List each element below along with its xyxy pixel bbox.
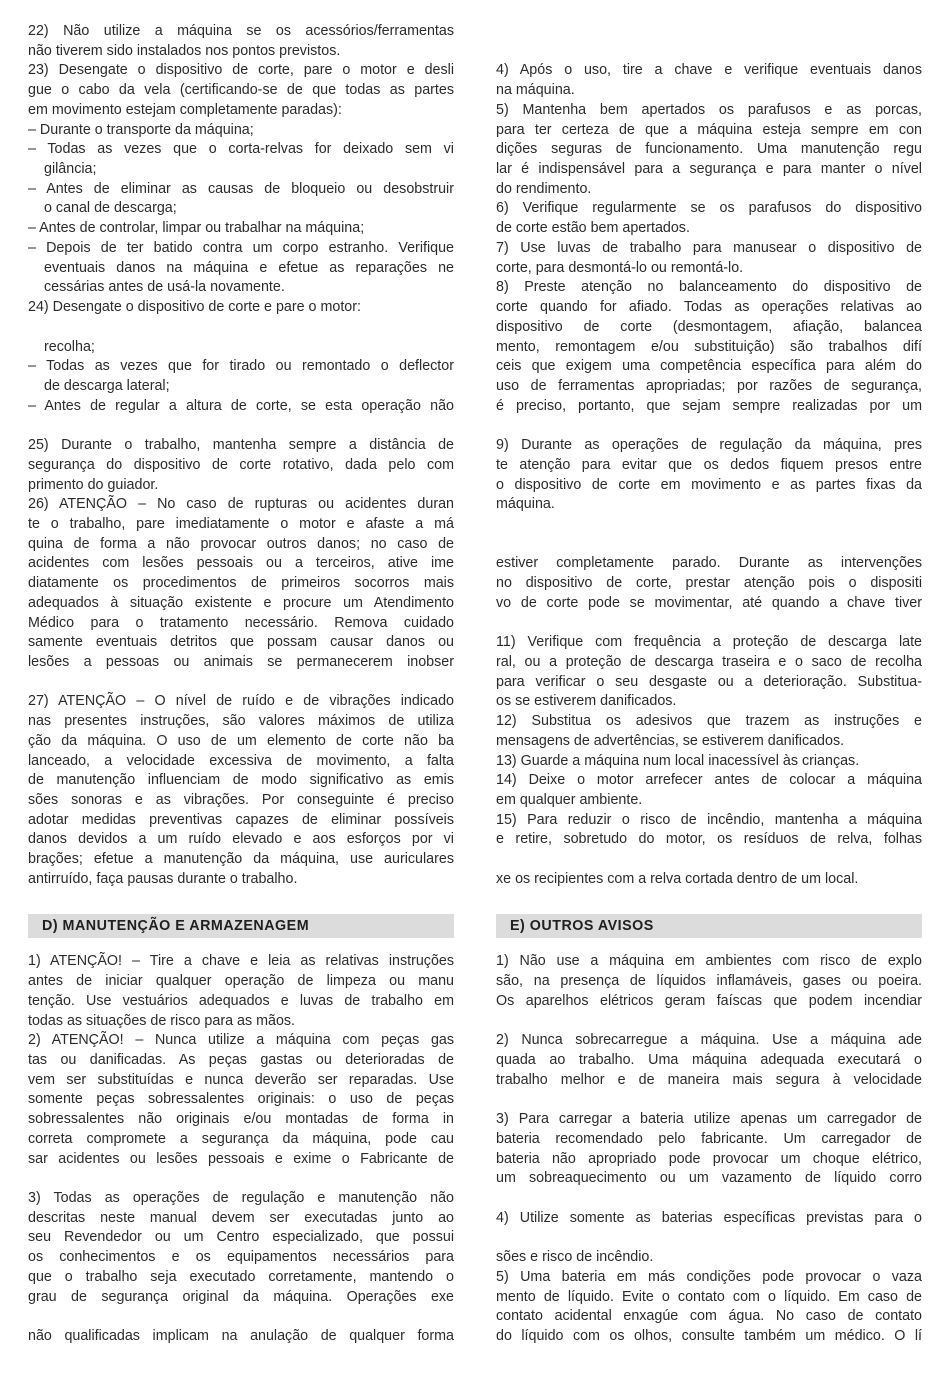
text-line: 2) Nunca sobrecarregue a máquina. Use a máquina ade (496, 1032, 922, 1049)
text-line: Os aparelhos elétricos geram faíscas que podem incendiar (496, 992, 922, 1009)
blank-line (496, 1012, 922, 1032)
text-line: samente eventuais detritos que possam causar danos ou (28, 634, 454, 651)
blank-line (496, 515, 922, 535)
blank-line (496, 614, 922, 634)
text-line: não tiverem sido instalados nos pontos previstos. (28, 42, 341, 59)
text-line: 7) Use luvas de trabalho para manusear o dispositivo de (496, 239, 922, 256)
blank-line (28, 416, 454, 436)
blank-line (496, 416, 922, 436)
text-line: 2) ATENÇÃO! – Nunca utilize a máquina com peças gas (28, 1032, 454, 1049)
text-line: diatamente os procedimentos de primeiros socorros mais (28, 575, 454, 592)
text-line: dispositivo de corte (desmontagem, afiação, balancea (496, 318, 922, 335)
text-line: 8) Preste atenção no balanceamento do dispositivo de (496, 279, 922, 296)
text-line: nas presentes instruções, são valores máximos de utiliza (28, 713, 454, 730)
text-line: xe os recipientes com a relva cortada dentro de um local. (496, 870, 859, 887)
blank-line (28, 1169, 454, 1189)
text-line: Médico para o tratamento necessário. Remova cuidado (28, 614, 454, 631)
left-bottom-text (28, 952, 454, 1346)
text-line: 22) Não utilize a máquina se os acessórios/ferramentas (28, 23, 454, 39)
text-line: somente peças sobressalentes originais: o uso de peças (28, 1091, 454, 1108)
text-line: 5) Mantenha bem apertados os parafusos e as porcas, (496, 101, 922, 118)
text-line: 1) Não use a máquina em ambientes com risco de explo (496, 953, 922, 970)
text-line: gue o cabo da vela (certificando-se de que todas as partes (28, 82, 454, 99)
text-line: mento de líquido. Evite o contato com o líquido. Em caso de (496, 1288, 922, 1305)
text-line: 27) ATENÇÃO – O nível de ruído e de vibrações indicado (28, 693, 454, 710)
blank-line (496, 535, 922, 555)
text-line: 14) Deixe o motor arrefecer antes de colocar a máquina (496, 772, 922, 789)
text-line: lesões a pessoas ou animais se permanecerem inobser (28, 654, 454, 670)
text-line: danos devidos a um ruído elevado e aos esforços por vi (28, 831, 454, 848)
text-line: do líquido com os olhos, consulte também um médico. O lí (496, 1328, 922, 1344)
text-line: adotar medidas preventivas capazes de eliminar possíveis (28, 811, 454, 828)
text-line: corte quando for afiado. Todas as operações relativas ao (496, 299, 922, 316)
text-line: o canal de descarga; (44, 200, 177, 217)
text-line: 13) Guarde a máquina num local inacessível às crianças. (496, 752, 860, 769)
section-heading-d: D) MANUTENÇÃO E ARMAZENAGEM (28, 914, 454, 938)
left-top-text (28, 22, 454, 909)
text-line: primento do guiador. (28, 476, 159, 493)
text-line: vo de corte pode se movimentar, até quando a chave tiver (496, 594, 922, 611)
text-line: acidentes com lesões pessoais ou a terceiros, ative ime (28, 555, 454, 572)
text-line: correta compromete a segurança da máquina, pode cau (28, 1130, 454, 1147)
text-line: lanceado, a velocidade excessiva de movimento, a falta (28, 752, 454, 769)
text-line: mensagens de advertências, se estiverem danificados. (496, 732, 845, 749)
text-line: ceis que exigem uma competência específica para além do (496, 358, 922, 375)
text-line: sões sonoras e as vibrações. Por conseguinte é preciso (28, 792, 454, 809)
text-line: os se estiverem danificados. (496, 693, 677, 710)
text-line: quina de forma a não provocar outros danos; no caso de (28, 535, 454, 552)
text-line: 5) Uma bateria em más condições pode provocar o vaza (496, 1268, 922, 1285)
left-column (28, 22, 454, 1347)
text-line: cessárias antes de usá-la novamente. (44, 279, 285, 296)
text-line: antes de iniciar qualquer operação de limpeza ou manu (28, 973, 454, 990)
text-line: na máquina. (496, 82, 575, 99)
text-line: sar acidentes ou lesões pessoais e exime o Fabricante de (28, 1150, 454, 1167)
text-line: 1) ATENÇÃO! – Tire a chave e leia as relativas instruções (28, 953, 454, 970)
blank-line (496, 42, 922, 62)
text-line: mento, remontagem e/ou substituição) são trabalhos difí (496, 338, 922, 355)
text-line: estiver completamente parado. Durante as intervenções (496, 555, 922, 572)
text-line: – Durante o transporte da máquina; (28, 121, 254, 138)
text-line: um sobreaquecimento ou um vazamento de líquido corro (496, 1170, 922, 1187)
text-line: – Depois de ter batido contra um corpo estranho. Verifique (28, 239, 454, 256)
text-line: de corte estão bem apertados. (496, 220, 690, 237)
text-line: vem ser substituídas e nunca deverão ser reparadas. Use (28, 1071, 454, 1088)
text-line: antirruído, faça pausas durante o trabalho. (28, 870, 298, 887)
text-line: no dispositivo de corte, prestar atenção pois o dispositi (496, 575, 922, 592)
text-line: e retire, sobretudo do motor, os resíduos de relva, folhas (496, 831, 922, 848)
text-line: bateria recomendado pelo fabricante. Um carregador de (496, 1130, 922, 1147)
text-line: 4) Utilize somente as baterias específicas previstas para o (496, 1209, 922, 1226)
text-line: todas as situações de risco para as mãos. (28, 1012, 296, 1029)
text-line: que o trabalho seja executado corretamente, mantendo o (28, 1268, 454, 1285)
text-line: – Todas as vezes que for tirado ou remontado o deflector (28, 358, 454, 375)
blank-line (496, 1228, 922, 1248)
text-line: – Antes de regular a altura de corte, se esta operação não (28, 397, 454, 414)
text-line: te atenção para evitar que os dedos fiquem presos entre (496, 456, 922, 473)
text-line: quada ao trabalho. Uma máquina adequada executará o (496, 1051, 922, 1068)
text-line: adequados à situação existente e procure um Atendimento (28, 594, 454, 611)
text-line: ção da máquina. O uso de um elemento de corte não ba (28, 732, 454, 749)
text-line: – Antes de controlar, limpar ou trabalhar na máquina; (28, 220, 365, 237)
blank-line (28, 890, 454, 910)
blank-line (496, 850, 922, 870)
text-line: 9) Durante as operações de regulação da máquina, pres (496, 437, 922, 454)
text-line: sobressalentes não originais e/ou montadas de forma in (28, 1111, 454, 1128)
text-line: 25) Durante o trabalho, mantenha sempre a distância de (28, 437, 454, 454)
text-line: eventuais danos na máquina e efetue as reparações ne (44, 259, 454, 276)
text-line: 26) ATENÇÃO – No caso de rupturas ou acidentes duran (28, 496, 454, 513)
text-line: segurança do dispositivo de corte rotativo, dada pelo com (28, 456, 454, 473)
text-line: seu Revendedor ou um Centro especializado, que possui (28, 1229, 454, 1246)
text-line: 12) Substitua os adesivos que trazem as instruções e (496, 713, 922, 730)
blank-line (496, 890, 922, 910)
text-line: para verificar o seu desgaste ou a deterioração. Substitua- (496, 673, 922, 690)
text-line: corte, para desmontá-lo ou remontá-lo. (496, 259, 744, 276)
text-line: brações; efetue a manutenção da máquina, use auriculares (28, 851, 454, 868)
blank-line (496, 1189, 922, 1209)
text-line: contato acidental enxagúe com água. No caso de contato (496, 1308, 922, 1325)
text-line: 24) Desengate o dispositivo de corte e pare o motor: (28, 299, 361, 316)
text-line: – Todas as vezes que o corta-relvas for deixado sem vi (28, 141, 454, 158)
text-line: do rendimento. (496, 180, 592, 197)
text-line: 4) Após o uso, tire a chave e verifique eventuais danos (496, 62, 922, 79)
text-line: te o trabalho, pare imediatamente o motor e afaste a má (28, 515, 454, 532)
text-line: uso de ferramentas apropriadas; por razões de segurança, (496, 377, 922, 394)
text-line: tas ou danificadas. As peças gastas ou deterioradas de (28, 1051, 454, 1068)
text-line: ral, ou a proteção de descarga traseira e o saco de recolha (496, 654, 922, 670)
right-bottom-text (496, 952, 922, 1346)
text-line: 23) Desengate o dispositivo de corte, pare o motor e desli (28, 62, 454, 79)
text-line: sões e risco de incêndio. (496, 1249, 654, 1266)
text-line: recolha; (44, 338, 95, 355)
text-line: o dispositivo de corte em movimento e as partes fixas da (496, 476, 922, 493)
right-top-text (496, 22, 922, 909)
text-line: – Antes de eliminar as causas de bloqueio ou desobstruir (28, 180, 454, 197)
text-line: gilância; (44, 161, 97, 178)
text-line: para ter certeza de que a máquina esteja sempre em con (496, 121, 922, 138)
text-line: 15) Para reduzir o risco de incêndio, mantenha a máquina (496, 811, 922, 828)
section-heading-e: E) OUTROS AVISOS (496, 914, 922, 938)
text-line: não qualificadas implicam na anulação de qualquer forma (28, 1328, 454, 1344)
blank-line (28, 318, 454, 338)
blank-line (28, 673, 454, 693)
blank-line (496, 22, 922, 42)
text-line: em qualquer ambiente. (496, 792, 643, 809)
text-line: grau de segurança original da máquina. Operações exe (28, 1288, 454, 1305)
text-line: de descarga lateral; (44, 377, 170, 394)
blank-line (496, 1090, 922, 1110)
text-line: de manutenção influenciam de modo significativo as emis (28, 772, 454, 789)
text-line: 11) Verifique com frequência a proteção de descarga late (496, 634, 922, 651)
text-line: é preciso, portanto, que sejam sempre realizadas por um (496, 397, 922, 414)
text-line: descritas neste manual devem ser executadas junto ao (28, 1209, 454, 1226)
blank-line (28, 1307, 454, 1327)
text-line: dições seguras de funcionamento. Uma manutenção regu (496, 141, 922, 158)
text-line: 3) Todas as operações de regulação e manutenção não (28, 1189, 454, 1206)
text-line: trabalho melhor e de maneira mais segura à velocidade (496, 1071, 922, 1088)
text-line: máquina. (496, 496, 555, 513)
text-line: 3) Para carregar a bateria utilize apenas um carregador de (496, 1111, 922, 1128)
right-column (496, 22, 922, 1347)
text-line: lar é indispensável para a segurança e para manter o nível (496, 161, 922, 178)
text-line: 6) Verifique regularmente se os parafusos do dispositivo (496, 200, 922, 217)
text-line: os conhecimentos e os equipamentos necessários para (28, 1249, 454, 1266)
text-line: bateria não apropriado pode provocar um choque elétrico, (496, 1150, 922, 1167)
text-line: são, na presença de líquidos inflamáveis, gases ou poeira. (496, 973, 922, 990)
text-line: tenção. Use vestuários adequados e luvas de trabalho em (28, 992, 454, 1009)
text-line: em movimento estejam completamente paradas): (28, 101, 342, 118)
